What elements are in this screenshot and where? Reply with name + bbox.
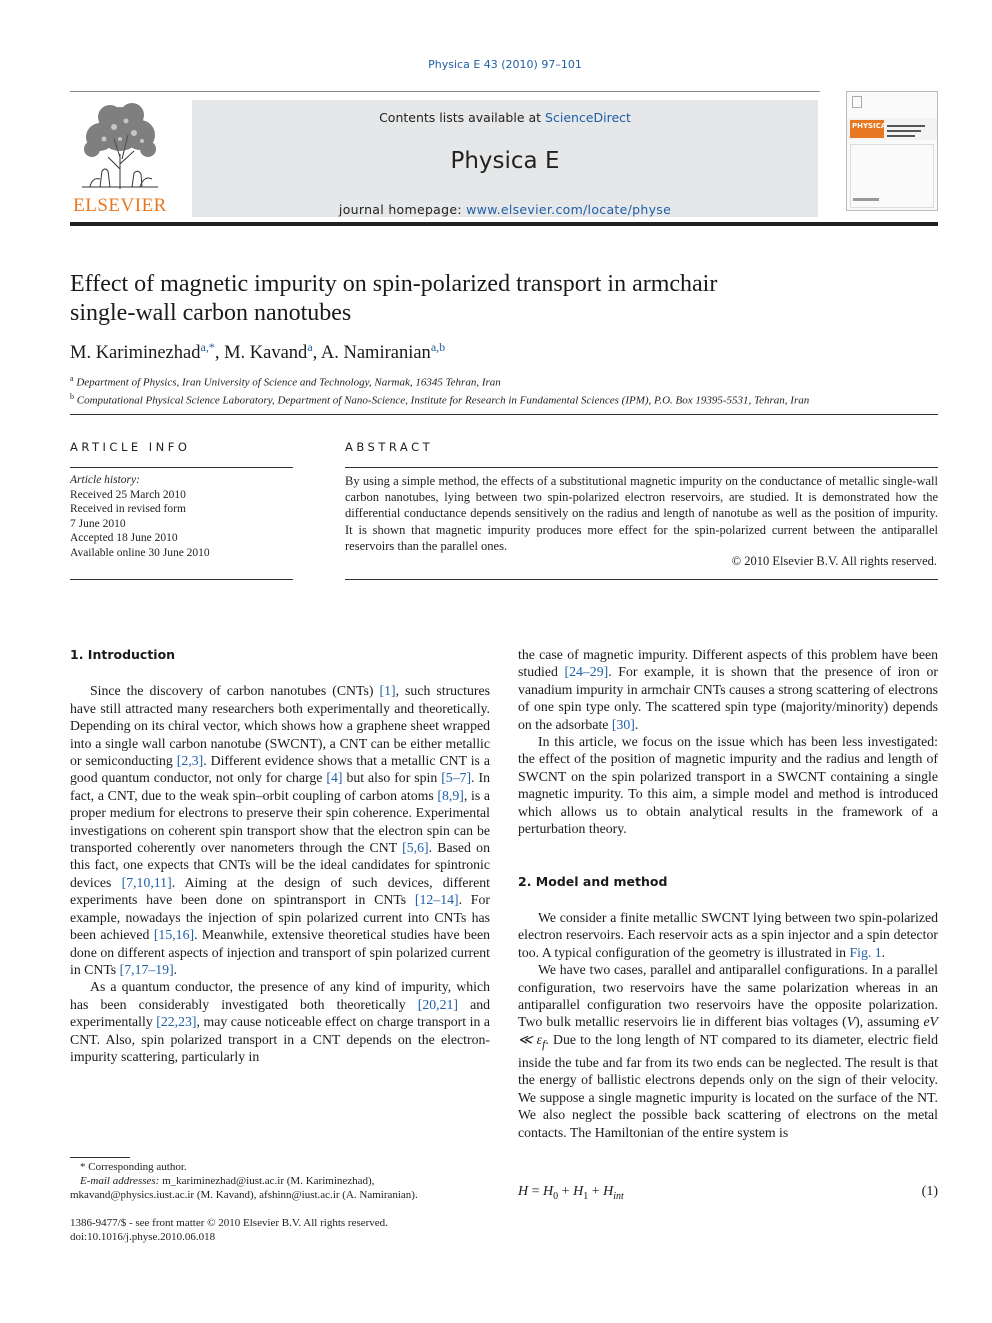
journal-citation[interactable] (0, 58, 992, 71)
affiliation-text: Department of Physics, Iran University of Science and Technology, Narmak, 16345 Tehran, Iran (76, 376, 501, 389)
section-heading-introduction: 1. Introduction (70, 647, 176, 662)
section-heading-model: 2. Model and method (518, 874, 668, 890)
affiliation-mark: b (70, 391, 74, 401)
cover-subtitle-line (887, 130, 921, 132)
abstract-rule-bottom (345, 579, 938, 580)
reference-link[interactable]: [2,3] (176, 753, 204, 769)
journal-cover-thumbnail[interactable] (846, 91, 938, 211)
text-run: . (634, 716, 639, 732)
reference-link[interactable]: [22,23] (156, 1014, 197, 1030)
text-run: . Aiming at the design of such devices, different experiments have been done on spintransport in CNTs (70, 874, 491, 908)
contents-line (192, 110, 818, 125)
cover-label: PHYSICA (850, 120, 884, 138)
reference-link[interactable]: [24–29] (564, 664, 609, 680)
article-info-rule (70, 467, 293, 468)
history-item: Received in revised form (70, 503, 186, 515)
title-line: Effect of magnetic impurity on spin-polarized transport in armchair (70, 271, 718, 297)
footnotes (70, 1161, 500, 1202)
journal-title: Physica E (450, 148, 560, 174)
text-run: , may cause noticeable effect on charge transport in a CNT. Also, spin polarized transport in a CNT depends on the electron-impurity scattering, particularly in (70, 1014, 490, 1064)
math-subscript: f (542, 1038, 546, 1051)
intro-paragraph-3: In this article, we focus on the issue which has been less investigated: the effect of the position of magnetic impurity and the radius and length of SWCNT on the spin polarized transport in a SWCNT containing a single magnetic impurity. To this aim, a simple model and method is introduced which allows us to obtain analytical results in the framework of a perturbation theory. (518, 734, 938, 837)
header-top-line (70, 91, 820, 92)
email-line-continued[interactable]: mkavand@physics.iust.ac.ir (M. Kavand), afshinn@iust.ac.ir (A. Namiranian). (70, 1188, 418, 1201)
equation-1 (518, 1184, 938, 1204)
math-condition: eV ≪ ε (518, 1014, 938, 1047)
elsevier-wordmark: ELSEVIER (73, 195, 167, 216)
elsevier-logo[interactable] (70, 99, 170, 217)
affiliation-text: Computational Physical Science Laboratory, Department of Nano-Science, Institute for Research in Fundamental Sciences (IPM), P.O. Box 19395-5531, Tehran, Iran (76, 394, 810, 407)
eq-operator: = (528, 1184, 544, 1199)
reference-link[interactable]: [20,21] (417, 996, 458, 1012)
reference-link[interactable]: [15,16] (153, 927, 195, 943)
article-info-label: ARTICLE INFO (70, 440, 191, 454)
article-info-rule-bottom (70, 579, 293, 580)
author-affil-link[interactable]: a,b (430, 340, 446, 354)
author-separator: , (214, 343, 225, 364)
abstract-copyright: © 2010 Elsevier B.V. All rights reserved. (731, 554, 937, 568)
doi-line[interactable]: doi:10.1016/j.physe.2010.06.018 (70, 1230, 216, 1243)
homepage-prefix: journal homepage: (338, 202, 467, 217)
abstract-text: By using a simple method, the effects of a substitutional magnetic impurity on the conductance of metallic single-wall carbon nanotubes, lying between two spin-polarized electron reservoirs, are studied. It is demonstrated how the differential conductance depends sensitively on the radius and length of nanotube as well as the position of impurity. It is shown that magnetic impurity produces more effect for the spin-polarized current between the antiparallel reservoirs than the parallel ones. (345, 474, 938, 553)
affiliation-mark: a (70, 374, 74, 383)
author-affil-link[interactable]: a,* (200, 340, 215, 354)
model-paragraph-1 (518, 909, 938, 961)
reference-link[interactable]: [5,6] (402, 840, 429, 856)
intro-paragraph-continued (518, 646, 938, 733)
reference-link[interactable]: [1] (379, 683, 396, 699)
text-run: ), assuming (855, 1014, 924, 1030)
text-run: , such structures have still attracted many researchers both experimentally and theoretically. Depending on its chiral vector, which shows how a graphene sheet wrapped into a single wall carbon nanotube (SWCNT), a CNT can be either metallic or semiconducting (70, 683, 491, 769)
eq-subscript: 1 (583, 1190, 589, 1202)
text-run: and experimentally (70, 996, 490, 1030)
text-run: but also for spin (342, 770, 442, 786)
journal-header (70, 91, 938, 223)
history-item: 7 June 2010 (70, 517, 126, 530)
history-heading: Article history: (70, 474, 140, 486)
text-run: . Based on this fact, one expects that CNTs will be the ideal candidates for spintronic devices (70, 840, 490, 890)
email-addresses[interactable]: m_kariminezhad@iust.ac.ir (M. Kariminezhad), (159, 1174, 375, 1187)
homepage-link[interactable]: www.elsevier.com/locate/physe (466, 202, 672, 217)
author-name: A. Namiranian (320, 343, 431, 364)
reference-link[interactable]: [30] (611, 716, 635, 732)
abstract-label: ABSTRACT (345, 440, 434, 454)
intro-paragraph-1 (70, 682, 490, 978)
text-run: We consider a finite metallic SWCNT lying between two spin-polarized electron reservoirs. Each reservoir acts as a spin injector and a spin detector too. A typical configuration of the geometry is illustrated in (518, 909, 938, 960)
model-paragraph-2 (518, 961, 938, 1141)
header-rule (70, 222, 938, 226)
title-line: single-wall carbon nanotubes (70, 300, 352, 326)
reference-link[interactable]: [4] (326, 770, 343, 786)
equation-number: (1) (921, 1184, 938, 1199)
homepage-line (192, 202, 818, 217)
cover-subtitle-line (887, 135, 915, 137)
publication-info (70, 1217, 500, 1245)
body-column-left (70, 646, 490, 1065)
contents-prefix: Contents lists available at (379, 110, 546, 125)
reference-link[interactable]: [7,10,11] (121, 874, 172, 890)
eq-term: H (573, 1184, 584, 1199)
eq-subscript: 0 (553, 1190, 559, 1202)
cover-subtitle-line (887, 125, 925, 127)
author-list (70, 340, 938, 364)
corresponding-author-note: * Corresponding author. (80, 1161, 187, 1173)
math-variable: V (846, 1014, 856, 1030)
reference-link[interactable]: [12–14] (414, 892, 459, 908)
text-run: As a quantum conductor, the presence of any kind of impurity, which has been considerably investigated both theoretically (70, 979, 490, 1012)
cover-footer-mark (853, 198, 879, 201)
abstract-rule (345, 467, 938, 468)
issn-line: 1386-9477/$ - see front matter © 2010 Elsevier B.V. All rights reserved. (70, 1217, 388, 1229)
history-item: Accepted 18 June 2010 (70, 532, 178, 544)
text-run: . For example, it is shown that the presence of iron or vanadium impurity in armchair CNTs causes a strong scattering of electrons of one spin type only. The scattered spin type (majority/minority) depends on the adsorbate (518, 664, 938, 732)
text-run: Since the discovery of carbon nanotubes (CNTs) (90, 683, 380, 699)
reference-link[interactable]: [8,9] (437, 787, 464, 803)
text-run: . For example, nowadays the injection of spin polarized current into CNTs has been achieved (70, 892, 490, 943)
article-history (70, 473, 293, 560)
reference-link[interactable]: [7,17–19] (119, 961, 174, 977)
author-name: M. Kariminezhad (70, 343, 201, 364)
affiliation-item (70, 390, 938, 408)
text-run: . (881, 944, 886, 960)
sciencedirect-link[interactable]: ScienceDirect (545, 110, 631, 125)
author-separator: , (312, 343, 321, 364)
eq-operator: + (588, 1184, 604, 1199)
eq-term: H (603, 1184, 614, 1199)
text-run: . (173, 961, 178, 977)
intro-paragraph-2 (70, 978, 490, 1065)
email-line (70, 1175, 500, 1189)
footnote-rule (70, 1157, 130, 1158)
body-column-right (518, 646, 938, 1141)
history-item: Received 25 March 2010 (70, 488, 186, 501)
figure-link[interactable]: Fig. 1 (849, 944, 882, 960)
citation-link[interactable]: Physica E 43 (2010) 97–101 (428, 58, 582, 71)
eq-term: H (543, 1184, 554, 1199)
text-run: We have two cases, parallel and antiparallel configurations. In a parallel configuration, two reservoirs have the same polarization whereas in an antiparallel configuration two reservoirs have the opposite polarization. Two bulk metallic reservoirs lie in different bias voltages ( (518, 962, 938, 1030)
eq-term: H (518, 1184, 529, 1199)
email-label: E-mail addresses: (80, 1174, 160, 1187)
eq-operator: + (558, 1184, 574, 1199)
text-run: . Meanwhile, extensive theoretical studies have been done on different aspects of injection and transport of spin polarized current in CNTs (70, 927, 491, 977)
affiliation-item (70, 372, 938, 390)
affiliations (70, 372, 938, 407)
reference-link[interactable]: [5–7] (441, 770, 472, 786)
journal-banner (192, 100, 818, 217)
author-name: M. Kavand (224, 343, 308, 364)
equation-body (518, 1184, 624, 1202)
cover-emblem-icon (852, 96, 862, 108)
text-run: . Due to the long length of NT compared to its diameter, electric field inside the tube and far from its two ends can be neglected. The result is that the energy of ballistic electrons depends only on the sign of their velocity. We suppose a single magnetic impurity is located on the surface of the NT. We also neglect the possible back scattering of electrons on the metal contacts. The Hamiltonian of the entire system is (518, 1031, 938, 1140)
article-title (70, 270, 938, 328)
section-divider (70, 414, 938, 415)
eq-subscript: int (613, 1190, 624, 1202)
history-item: Available online 30 June 2010 (70, 546, 210, 559)
tree-icon (70, 99, 170, 195)
author-affil-link[interactable]: a (307, 340, 313, 354)
text-run: . Different evidence shows that a metallic CNT is a good quantum conductor, not only for charge (70, 753, 490, 786)
text-run: . In fact, a CNT, due to the weak spin–orbit coupling of carbon atoms (70, 770, 490, 803)
text-run: the case of magnetic impurity. Different aspects of this problem have been studied (518, 647, 938, 680)
text-run: , is a proper medium for electrons to preserve their spin coherence. Experimental investigations on coherent spin transport show that the electron spin can be transported coherently over nanometers through the CNT (70, 787, 490, 856)
